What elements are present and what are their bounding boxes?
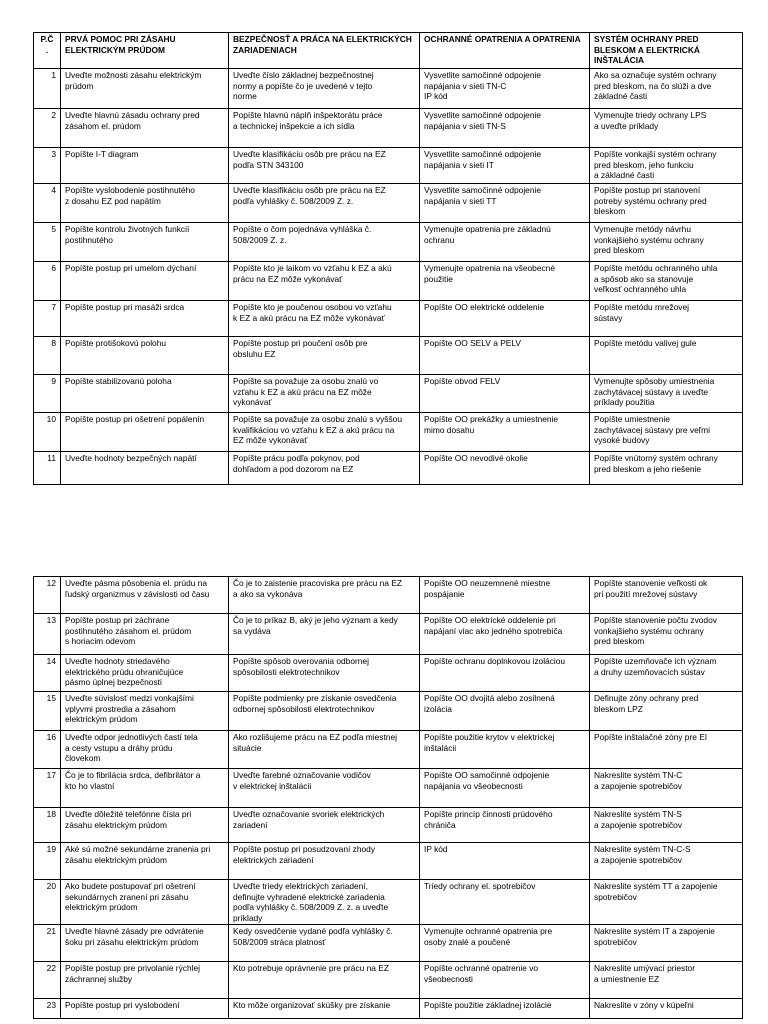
safety-work-question: Uveďte klasifikáciu osôb pre prácu na EZ podľa STN 343100	[229, 148, 420, 184]
safety-work-question: Kto môže organizovať skúšky pre získanie	[229, 998, 420, 1018]
row-number: 9	[34, 375, 61, 413]
safety-work-question: Popíšte podmienky pre získanie osvedčenia odbornej spôsobilosti elektrotechnikov	[229, 692, 420, 731]
protective-measures-question: Triedy ochrany el. spotrebičov	[420, 880, 590, 925]
safety-work-question: Popíšte hlavnú náplň inšpektorátu práce a technickej inšpekcie a ich sídla	[229, 109, 420, 148]
header-protective-measures: OCHRANNÉ OPATRENIA A OPATRENIA	[420, 33, 590, 69]
first-aid-question: Popíšte kontrolu životných funkcií postihnutého	[61, 223, 229, 262]
protective-measures-question: Popíšte OO elektrické oddelenie	[420, 301, 590, 337]
protective-measures-question: Popíšte použitie základnej izolácie	[420, 998, 590, 1018]
protective-measures-question: Vymenujte opatrenia pre základnú ochranu	[420, 223, 590, 262]
lightning-protection-question: Nakreslite umývací priestor a umiestnenie EZ	[590, 961, 743, 998]
safety-work-question: Popíšte kto je poučenou osobou vo vzťahu k EZ a akú prácu na EZ môže vykonávať	[229, 301, 420, 337]
row-number: 15	[34, 692, 61, 731]
safety-work-question: Čo je to zaistenie pracoviska pre prácu na EZ a ako sa vykonáva	[229, 577, 420, 614]
lightning-protection-question: Nakreslite systém TN-C a zapojenie spotrebičov	[590, 769, 743, 808]
protective-measures-question: Vysvetlite samočinné odpojenie napájania v sieti TT	[420, 184, 590, 223]
protective-measures-question: Popíšte ochranu doplnkovou izoláciou	[420, 655, 590, 692]
safety-work-question: Uveďte farebné označovanie vodičov v elektrickej inštalácii	[229, 769, 420, 808]
lightning-protection-question: Popíšte stanovenie veľkosti ok pri použití mrežovej sústavy	[590, 577, 743, 614]
protective-measures-question: Popíšte princíp činnosti prúdového chrániča	[420, 808, 590, 843]
table-row	[34, 961, 743, 998]
protective-measures-question: Popíšte OO prekážky a umiestnenie mimo dosahu	[420, 413, 590, 452]
lightning-protection-question: Vymenujte metódy návrhu vonkajšieho systému ochrany pred bleskom	[590, 223, 743, 262]
first-aid-question: Popíšte postup pri vyslobodení	[61, 998, 229, 1018]
row-number: 18	[34, 808, 61, 843]
lightning-protection-question: Nakreslite systém IT a zapojenie spotrebičov	[590, 924, 743, 961]
safety-work-question: Uveďte označovanie svoriek elektrických zariadení	[229, 808, 420, 843]
row-number: 21	[34, 924, 61, 961]
table-row	[34, 614, 743, 655]
safety-work-question: Popíšte sa považuje za osobu znalú s vyššou kvalifikáciou vo vzťahu k EZ a akú prácu na EZ môže vykonávať	[229, 413, 420, 452]
first-aid-question: Popíšte postup pri umelom dýchaní	[61, 262, 229, 301]
safety-work-question: Popíšte spôsob overovania odbornej spôsobilosti elektrotechnikov	[229, 655, 420, 692]
row-number: 6	[34, 262, 61, 301]
header-first-aid: PRVÁ POMOC PRI ZÁSAHU ELEKTRICKÝM PRÚDOM	[61, 33, 229, 69]
protective-measures-question: Popíšte OO dvojitá alebo zosilnená izolácia	[420, 692, 590, 731]
first-aid-question: Uveďte hodnoty bezpečných napätí	[61, 452, 229, 485]
lightning-protection-question: Definujte zóny ochrany pred bleskom LPZ	[590, 692, 743, 731]
first-aid-question: Popíšte postup pri záchrane postihnutého zásahom el. prúdom s horiacim odevom	[61, 614, 229, 655]
first-aid-question: Ako budete postupovať pri ošetrení sekundárnych zranení pri zásahu elektrickým prúdom	[61, 880, 229, 925]
table-row	[34, 184, 743, 223]
protective-measures-question: Vymenujte opatrenia na všeobecné použitie	[420, 262, 590, 301]
first-aid-question: Uveďte odpor jednotlivých častí tela a cesty vstupu a dráhy prúdu človekom	[61, 731, 229, 769]
first-aid-question: Popíšte I-T diagram	[61, 148, 229, 184]
table-row	[34, 731, 743, 769]
safety-work-question: Popíšte o čom pojednáva vyhláška č. 508/2009 Z. z.	[229, 223, 420, 262]
safety-work-question: Čo je to príkaz B, aký je jeho význam a kedy sa vydáva	[229, 614, 420, 655]
row-number: 23	[34, 998, 61, 1018]
table-row	[34, 69, 743, 109]
row-number: 5	[34, 223, 61, 262]
lightning-protection-question: Popíšte metódu mrežovej sústavy	[590, 301, 743, 337]
protective-measures-question: IP kód	[420, 843, 590, 880]
first-aid-question: Uveďte hlavné zásady pre odvrátenie šoku pri zásahu elektrickým prúdom	[61, 924, 229, 961]
safety-work-question: Popíšte postup pri posudzovaní zhody elektrických zariadení	[229, 843, 420, 880]
table-row	[34, 262, 743, 301]
row-number: 10	[34, 413, 61, 452]
row-number: 1	[34, 69, 61, 109]
first-aid-question: Popíšte stabilizovanú poloha	[61, 375, 229, 413]
first-aid-question: Aké sú možné sekundárne zranenia pri zásahu elektrickým prúdom	[61, 843, 229, 880]
lightning-protection-question: Nakreslite systém TN-C-S a zapojenie spotrebičov	[590, 843, 743, 880]
lightning-protection-question: Popíšte postup pri stanovení potreby systému ochrany pred bleskom	[590, 184, 743, 223]
protective-measures-question: Vysvetlite samočinné odpojenie napájania v sieti IT	[420, 148, 590, 184]
header-number: P.Č .	[34, 33, 61, 69]
protective-measures-question: Vymenujte ochranné opatrenia pre osoby znalé a poučené	[420, 924, 590, 961]
lightning-protection-question: Vymenujte spôsoby umiestnenia zachytávacej sústavy a uveďte príklady použitia	[590, 375, 743, 413]
row-number: 14	[34, 655, 61, 692]
header-lightning-protection: SYSTÉM OCHRANY PRED BLESKOM A ELEKTRICKÁ INŠTALÁCIA	[590, 33, 743, 69]
table-row	[34, 808, 743, 843]
table-row	[34, 148, 743, 184]
safety-work-question: Popíšte sa považuje za osobu znalú vo vzťahu k EZ a akú prácu na EZ môže vykonávať	[229, 375, 420, 413]
lightning-protection-question: Popíšte inštalačné zóny pre EI	[590, 731, 743, 769]
row-number: 22	[34, 961, 61, 998]
table-row	[34, 924, 743, 961]
safety-work-question: Uveďte triedy elektrických zariadení, definujte vyhradené elektrické zariadenia podľa vyhlášky č. 508/2009 Z. z. a uveďte príklady	[229, 880, 420, 925]
row-number: 19	[34, 843, 61, 880]
lightning-protection-question: Popíšte vnútorný systém ochrany pred bleskom a jeho riešenie	[590, 452, 743, 485]
safety-work-question: Ako rozlišujeme prácu na EZ podľa miestnej situácie	[229, 731, 420, 769]
safety-work-question: Uveďte číslo základnej bezpečnostnej normy a popíšte čo je uvedené v tejto norme	[229, 69, 420, 109]
first-aid-question: Popíšte postup pri masáži srdca	[61, 301, 229, 337]
row-number: 2	[34, 109, 61, 148]
questions-table-part-1	[33, 32, 743, 485]
first-aid-question: Popíšte protišokovú polohu	[61, 337, 229, 375]
row-number: 17	[34, 769, 61, 808]
table-row	[34, 375, 743, 413]
table-row	[34, 109, 743, 148]
lightning-protection-question: Ako sa označuje systém ochrany pred bleskom, na čo slúži a dve základné časti	[590, 69, 743, 109]
table-row	[34, 998, 743, 1018]
first-aid-question: Uveďte pásma pôsobenia el. prúdu na ľudský organizmus v závislosti od času	[61, 577, 229, 614]
protective-measures-question: Popíšte OO elektrické oddelenie pri napájaní viac ako jedného spotrebiča	[420, 614, 590, 655]
protective-measures-question: Popíšte OO SELV a PELV	[420, 337, 590, 375]
safety-work-question: Popíšte prácu podľa pokynov, pod dohľadom a pod dozorom na EZ	[229, 452, 420, 485]
protective-measures-question: Vysvetlite samočinné odpojenie napájania v sieti TN-C IP kód	[420, 69, 590, 109]
first-aid-question: Popíšte vyslobodenie postihnutého z dosahu EZ pod napätím	[61, 184, 229, 223]
lightning-protection-question: Vymenujte triedy ochrany LPS a uveďte príklady	[590, 109, 743, 148]
table-header-row	[34, 33, 743, 69]
safety-work-question: Popíšte postup pri poučení osôb pre obsluhu EZ	[229, 337, 420, 375]
table-row	[34, 301, 743, 337]
table-row	[34, 413, 743, 452]
safety-work-question: Popíšte kto je laikom vo vzťahu k EZ a akú prácu na EZ môže vykonávať	[229, 262, 420, 301]
first-aid-question: Uveďte hlavnú zásadu ochrany pred zásahom el. prúdom	[61, 109, 229, 148]
first-aid-question: Uveďte možnosti zásahu elektrickým prúdom	[61, 69, 229, 109]
protective-measures-question: Popíšte ochranné opatrenie vo všeobecnosti	[420, 961, 590, 998]
first-aid-question: Popíšte postup pre privolanie rýchlej záchrannej služby	[61, 961, 229, 998]
row-number: 8	[34, 337, 61, 375]
row-number: 11	[34, 452, 61, 485]
lightning-protection-question: Nakreslite v zóny v kúpeľni	[590, 998, 743, 1018]
table-body-part-1	[34, 69, 743, 485]
protective-measures-question: Popíšte OO samočinné odpojenie napájania vo všeobecnosti	[420, 769, 590, 808]
lightning-protection-question: Popíšte vonkajší systém ochrany pred bleskom, jeho funkciu a základné časti	[590, 148, 743, 184]
protective-measures-question: Popíšte obvod FELV	[420, 375, 590, 413]
lightning-protection-question: Popíšte metódu ochranného uhla a spôsob ako sa stanovuje veľkosť ochranného uhla	[590, 262, 743, 301]
row-number: 13	[34, 614, 61, 655]
table-row	[34, 655, 743, 692]
first-aid-question: Uveďte súvislosť medzi vonkajšími vplyvmi prostredia a zásahom elektrickým prúdom	[61, 692, 229, 731]
row-number: 3	[34, 148, 61, 184]
table-row	[34, 692, 743, 731]
table-body-part-2	[34, 577, 743, 1019]
lightning-protection-question: Nakreslite systém TN-S a zapojenie spotrebičov	[590, 808, 743, 843]
questions-table-part-2	[33, 576, 743, 1019]
safety-work-question: Kto potrebuje oprávnenie pre prácu na EZ	[229, 961, 420, 998]
first-aid-question: Uveďte hodnoty striedavého elektrického prúdu ohraničujúce pásmo úplnej bezpečnosti	[61, 655, 229, 692]
table-row	[34, 223, 743, 262]
table-row	[34, 880, 743, 925]
first-aid-question: Čo je to fibrilácia srdca, defibrilátor a kto ho vlastní	[61, 769, 229, 808]
lightning-protection-question: Nakreslite systém TT a zapojenie spotrebičov	[590, 880, 743, 925]
safety-work-question: Kedy osvedčenie vydané podľa vyhlášky č. 508/2009 stráca platnosť	[229, 924, 420, 961]
protective-measures-question: Vysvetlite samočinné odpojenie napájania v sieti TN-S	[420, 109, 590, 148]
table-row	[34, 843, 743, 880]
row-number: 20	[34, 880, 61, 925]
protective-measures-question: Popíšte použitie krytov v elektrickej inštalácii	[420, 731, 590, 769]
table-row	[34, 452, 743, 485]
safety-work-question: Uveďte klasifikáciu osôb pre prácu na EZ podľa vyhlášky č. 508/2009 Z. z.	[229, 184, 420, 223]
lightning-protection-question: Popíšte umiestnenie zachytávacej sústavy pre veľmi vysoké budovy	[590, 413, 743, 452]
table-row	[34, 337, 743, 375]
lightning-protection-question: Popíšte metódu valivej gule	[590, 337, 743, 375]
first-aid-question: Popíšte postup pri ošetrení popálenín	[61, 413, 229, 452]
protective-measures-question: Popíšte OO nevodivé okolie	[420, 452, 590, 485]
table-row	[34, 769, 743, 808]
protective-measures-question: Popíšte OO neuzemnené miestne pospájanie	[420, 577, 590, 614]
row-number: 7	[34, 301, 61, 337]
lightning-protection-question: Popíšte stanovenie počtu zvodov vonkajšieho systému ochrany pred bleskom	[590, 614, 743, 655]
table-row	[34, 577, 743, 614]
first-aid-question: Uveďte dôležité telefónne čísla pri zásahu elektrickým prúdom	[61, 808, 229, 843]
row-number: 4	[34, 184, 61, 223]
header-safety-work: BEZPEČNOSŤ A PRÁCA NA ELEKTRICKÝCH ZARIADENIACH	[229, 33, 420, 69]
row-number: 12	[34, 577, 61, 614]
lightning-protection-question: Popíšte uzemňovače ich význam a druhy uzemňovacích sústav	[590, 655, 743, 692]
row-number: 16	[34, 731, 61, 769]
